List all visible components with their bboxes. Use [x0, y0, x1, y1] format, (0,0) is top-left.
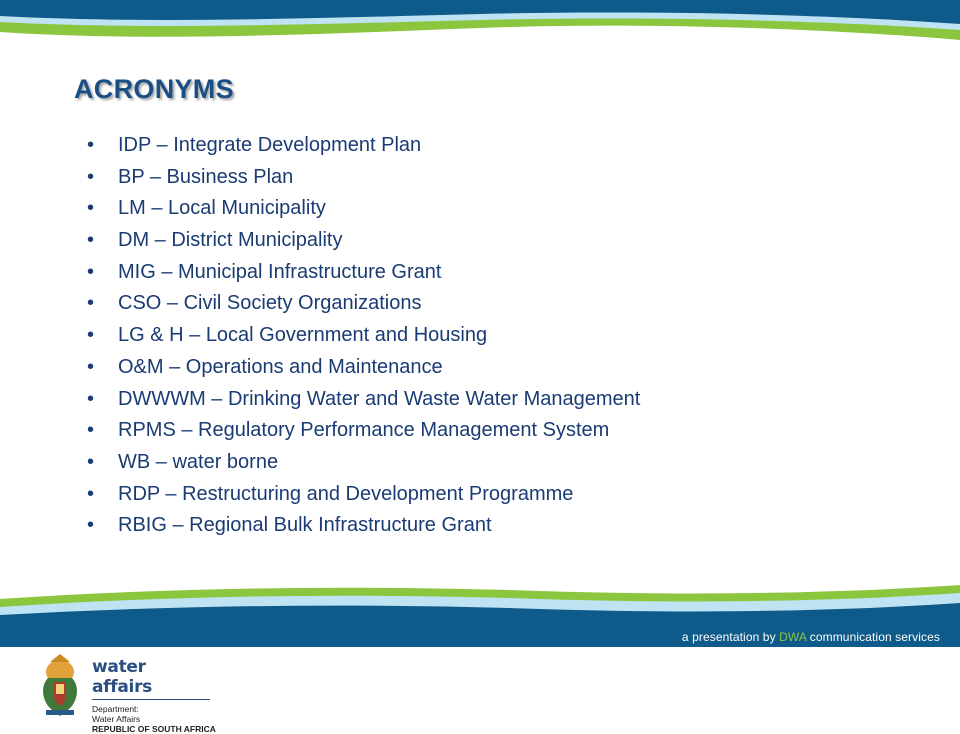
- list-item: [87, 288, 640, 320]
- bullet-icon: •: [87, 165, 95, 188]
- coat-of-arms-icon: [30, 652, 90, 718]
- bullet-icon: •: [87, 292, 95, 315]
- list-item-text: RDP – Restructuring and Development Programme: [118, 482, 574, 505]
- list-item: [87, 257, 640, 289]
- list-item: [87, 384, 640, 416]
- list-item-text: DM – District Municipality: [118, 229, 343, 252]
- list-item: [87, 352, 640, 384]
- bullet-icon: •: [87, 355, 95, 378]
- logo-line-department: Department:: [92, 704, 139, 714]
- bullet-icon: •: [87, 387, 95, 410]
- bullet-icon: •: [87, 419, 95, 442]
- bullet-icon: •: [87, 450, 95, 473]
- list-item-text: WB – water borne: [118, 450, 279, 473]
- logo-name: water affairs: [92, 657, 210, 700]
- list-item-text: DWWWM – Drinking Water and Waste Water Management: [118, 387, 641, 410]
- footer-credit: [682, 630, 940, 644]
- slide-title: ACRONYMS: [74, 74, 234, 104]
- top-wave-banner: [0, 0, 960, 60]
- list-item: [87, 193, 640, 225]
- list-item-text: RPMS – Regulatory Performance Management System: [118, 419, 610, 442]
- bullet-icon: •: [87, 197, 95, 220]
- list-item-text: IDP – Integrate Development Plan: [118, 134, 422, 156]
- acronym-list: [87, 130, 640, 542]
- logo-line-republic: REPUBLIC OF SOUTH AFRICA: [92, 724, 216, 734]
- bullet-icon: •: [87, 260, 95, 283]
- list-item: [87, 415, 640, 447]
- list-item: [87, 479, 640, 511]
- list-item-text: LG & H – Local Government and Housing: [118, 324, 488, 347]
- list-item: [87, 320, 640, 352]
- list-item: [87, 225, 640, 257]
- list-item-text: BP – Business Plan: [118, 165, 294, 188]
- bullet-icon: •: [87, 514, 95, 537]
- list-item: [87, 130, 640, 162]
- list-item: [87, 510, 640, 542]
- list-item-text: RBIG – Regional Bulk Infrastructure Grant: [118, 514, 492, 537]
- bullet-icon: •: [87, 229, 95, 252]
- footer-credit-suffix: communication services: [806, 630, 940, 644]
- list-item-text: CSO – Civil Society Organizations: [118, 292, 422, 315]
- bullet-icon: •: [87, 134, 95, 156]
- dwa-logo-text: [92, 657, 216, 734]
- bullet-icon: •: [87, 324, 95, 347]
- list-item-text: MIG – Municipal Infrastructure Grant: [118, 260, 442, 283]
- list-item: [87, 162, 640, 194]
- logo-line-water-affairs: Water Affairs: [92, 714, 141, 724]
- list-item-text: LM – Local Municipality: [118, 197, 326, 220]
- list-item-text: O&M – Operations and Maintenance: [118, 355, 443, 378]
- footer-credit-accent: DWA: [779, 630, 807, 644]
- list-item: [87, 447, 640, 479]
- footer-credit-prefix: a presentation by: [681, 630, 780, 644]
- bullet-icon: •: [87, 482, 95, 505]
